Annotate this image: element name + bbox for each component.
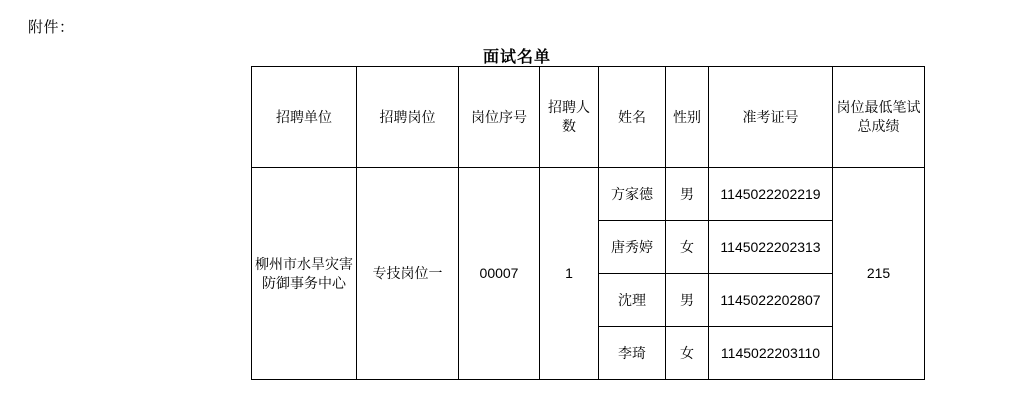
- interview-list-table: [251, 66, 925, 380]
- table-header: [252, 67, 925, 168]
- cell-name: 李琦: [599, 327, 666, 380]
- column-header-count: 招聘人数: [540, 67, 599, 168]
- column-header-post: 招聘岗位: [357, 67, 459, 168]
- cell-sex: 男: [666, 274, 709, 327]
- cell-ticket: 1145022203110: [709, 327, 833, 380]
- cell-count: 1: [540, 168, 599, 380]
- column-header-unit: 招聘单位: [252, 67, 357, 168]
- cell-post: 专技岗位一: [357, 168, 459, 380]
- cell-ticket: 1145022202313: [709, 221, 833, 274]
- page-title: 面试名单: [482, 49, 551, 66]
- interview-list-table-wrapper: [251, 66, 921, 380]
- table-header-row: [252, 67, 925, 168]
- cell-ticket: 1145022202219: [709, 168, 833, 221]
- table-row: [252, 168, 925, 221]
- cell-name: 沈理: [599, 274, 666, 327]
- cell-unit: 柳州市水旱灾害防御事务中心: [252, 168, 357, 380]
- cell-min-score: 215: [833, 168, 925, 380]
- column-header-min-score: 岗位最低笔试总成绩: [833, 67, 925, 168]
- column-header-seq: 岗位序号: [459, 67, 540, 168]
- cell-seq: 00007: [459, 168, 540, 380]
- cell-sex: 女: [666, 327, 709, 380]
- table-body: [252, 168, 925, 380]
- cell-ticket: 1145022202807: [709, 274, 833, 327]
- column-header-name: 姓名: [599, 67, 666, 168]
- cell-name: 唐秀婷: [599, 221, 666, 274]
- cell-sex: 男: [666, 168, 709, 221]
- cell-sex: 女: [666, 221, 709, 274]
- column-header-sex: 性别: [666, 67, 709, 168]
- attachment-label: 附件：: [28, 19, 75, 36]
- column-header-ticket: 准考证号: [709, 67, 833, 168]
- cell-name: 方家德: [599, 168, 666, 221]
